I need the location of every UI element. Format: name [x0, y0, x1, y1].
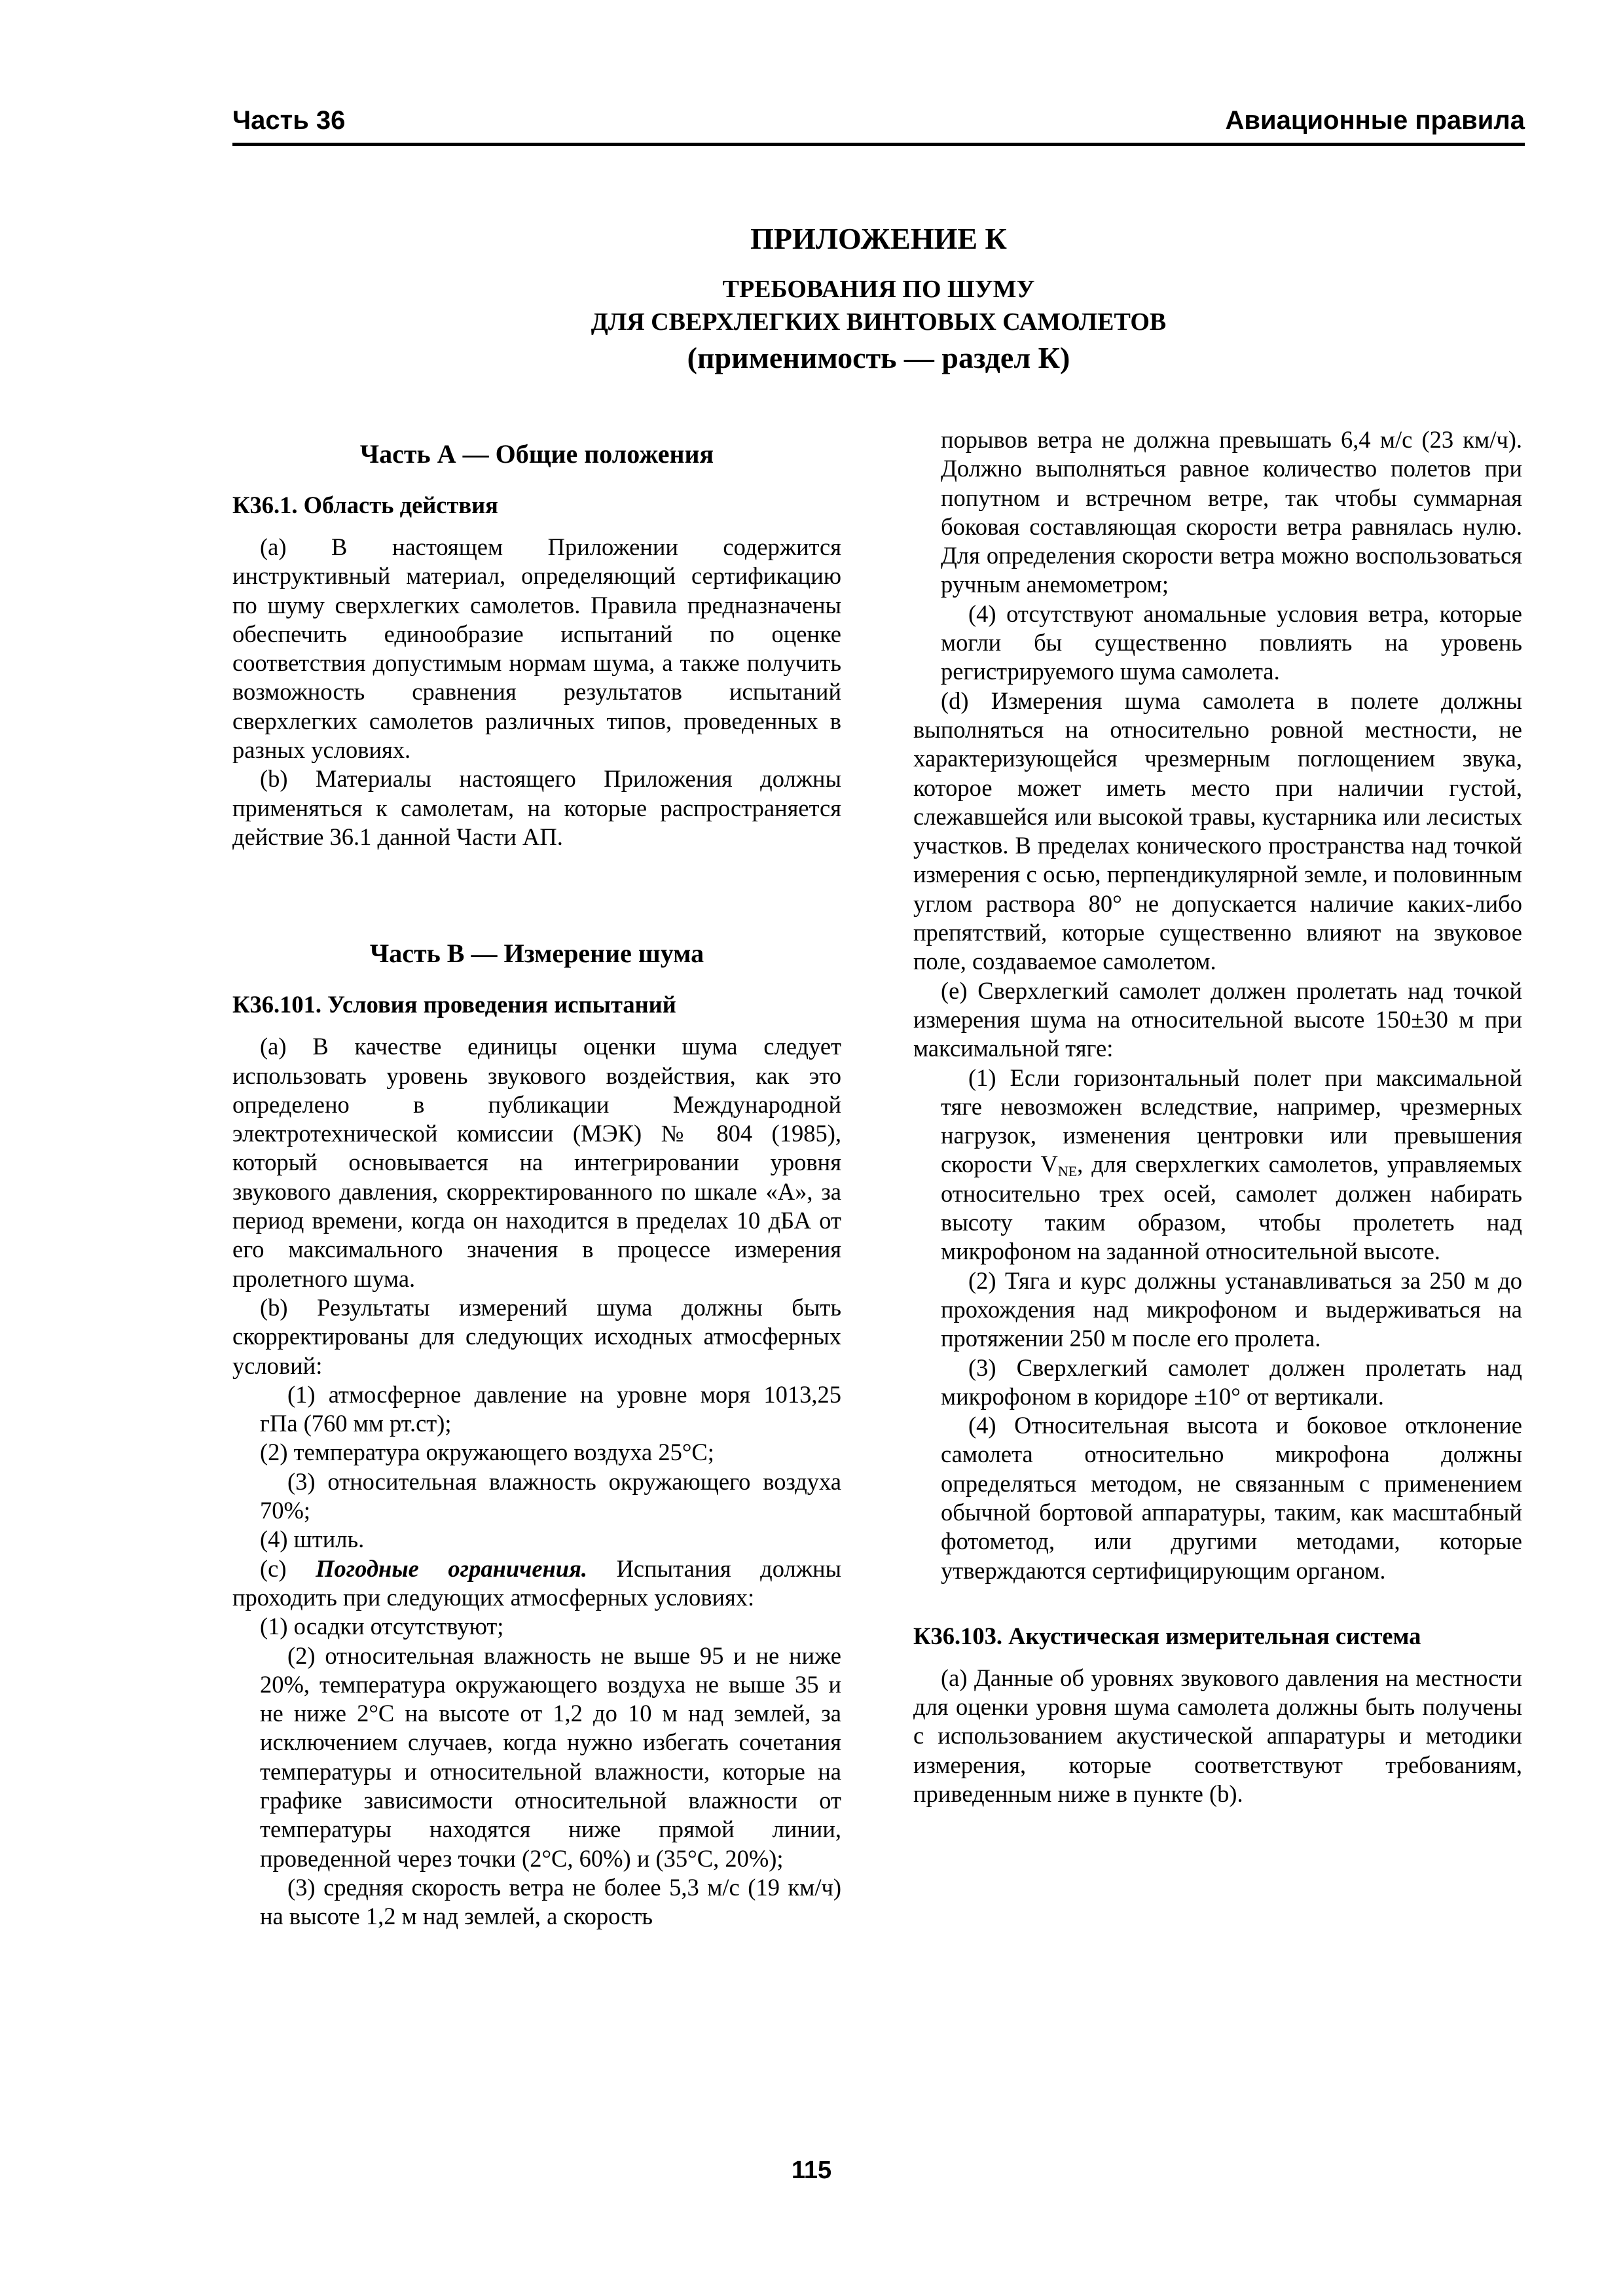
- k36-1-paragraph-b: (b) Материалы настоящего Приложения должны применяться к самолетам, на которые распространяется действие 36.1 данной Части АП.: [232, 765, 841, 850]
- header-part-label: Часть 36: [232, 106, 346, 135]
- weather-limits-label: Погодные ограничения.: [316, 1554, 588, 1582]
- part-a-heading: Часть А — Общие положения: [359, 439, 714, 469]
- part-b-heading: Часть В — Измерение шума: [369, 939, 704, 969]
- spacer: [232, 852, 841, 925]
- condition-b4: (4) штиль.: [260, 1526, 365, 1553]
- appendix-heading: ПРИЛОЖЕНИЕ К: [750, 222, 1007, 255]
- paragraph-c-text: Испытания должны проходить при следующих атмосферных условиях:: [232, 1554, 842, 1611]
- k36-1-paragraph-a: (a) В настоящем Приложении содержится инструктивный материал, определяющий сертификацию по шуму сверхлегких самолетов. Правила предназначены обеспечить единообразие испытаний по оценке соответствия допустимым нормам шума, а также получить возможность сравнения результатов испытаний сверхлегких самолетов различных типов, проведенных в разных условиях.: [232, 533, 841, 764]
- condition-c3: (3) средняя скорость ветра не более 5,3 м/с (19 км/ч) на высоте 1,2 м над землей, а скорость: [260, 1873, 841, 1930]
- condition-b1: (1) атмосферное давление на уровне моря 1013,25 гПа (760 мм рт.ст);: [260, 1380, 841, 1437]
- appendix-subtitle-2: ДЛЯ СВЕРХЛЕГКИХ ВИНТОВЫХ САМОЛЕТОВ: [591, 308, 1167, 336]
- k36-101-paragraph-b: (b) Результаты измерений шума должны быть скорректированы для следующих исходных атмосферных условий:: [232, 1293, 841, 1379]
- k36-103-heading: К36.103. Акустическая измерительная система: [913, 1622, 1421, 1649]
- appendix-title: [232, 219, 1525, 378]
- condition-c2: (2) относительная влажность не выше 95 и не ниже 20%, температура окружающего воздуха не выше 35 и не ниже 2°С на высоте от 1,2 до 10 м над землей, за исключением случаев, когда нужно избегать сочетания температуры и относительной влажности, которые на графике зависимости относительной влажности от температуры находятся ниже прямой линии, проведенной через точки (2°С, 60%) и (35°С, 20%);: [260, 1641, 841, 1872]
- right-column: [913, 425, 1522, 1808]
- k36-1-heading: К36.1. Область действия: [232, 492, 498, 518]
- k36-101-paragraph-c: [232, 1554, 841, 1613]
- spacer: [913, 1585, 1522, 1617]
- condition-e2: (2) Тяга и курс должны устанавливаться за 250 м до прохождения над микрофоном и выдерживаться на протяжении 250 м после его пролета.: [941, 1266, 1522, 1352]
- k36-101-paragraph-a: (a) В качестве единицы оценки шума следует использовать уровень звукового воздействия, как это определено в публикации Международной электротехнической комиссии (МЭК) № 804 (1985), который основывается на интегрировании уровня звукового давления, скорректированного по шкале «А», за период времени, когда он находится в пределах 10 дБА от его максимального значения в процессе измерения пролетного шума.: [232, 1033, 841, 1292]
- condition-c4: (4) отсутствуют аномальные условия ветра, которые могли бы существенно повлиять на уровень регистрируемого шума самолета.: [941, 600, 1522, 685]
- appendix-applicability: (применимость — раздел К): [687, 341, 1070, 374]
- condition-e4: (4) Относительная высота и боковое отклонение самолета относительно микрофона должны определяться методом, не связанным с применением обычной бортовой аппаратуры, таким, как масштабный фотометод, или другими методами, которые утверждаются сертифицирующим органом.: [941, 1412, 1522, 1584]
- page-header: [232, 103, 1525, 146]
- appendix-subtitle-1: ТРЕБОВАНИЯ ПО ШУМУ: [722, 276, 1035, 303]
- condition-e1-end: , для сверхлегких самолетов, управляемых относительно трех осей, самолет должен набирать высоту таким образом, чтобы пролететь над микрофоном на заданной относительной высоте.: [941, 1151, 1522, 1265]
- condition-e3: (3) Сверхлегкий самолет должен пролетать над микрофоном в коридоре ±10° от вертикали.: [941, 1354, 1522, 1410]
- k36-101-paragraph-e: (e) Сверхлегкий самолет должен пролетать над точкой измерения шума на относительной высоте 150±30 м при максимальной тяге:: [913, 977, 1522, 1062]
- condition-b3: (3) относительная влажность окружающего воздуха 70%;: [260, 1467, 841, 1524]
- condition-e1-start: (1) Если горизонтальный полет при максимальной тяге невозможен вследствие, например, чрезмерных нагрузок, изменения центровки или превышения скорости V: [941, 1064, 1522, 1178]
- left-column: [232, 425, 841, 1931]
- k36-101-heading: К36.101. Условия проведения испытаний: [232, 991, 676, 1018]
- condition-e1: [913, 1064, 1522, 1266]
- condition-b2: (2) температура окружающего воздуха 25°С;: [260, 1439, 714, 1466]
- k36-103-paragraph-a: (a) Данные об уровнях звукового давления на местности для оценки уровня шума самолета должны быть получены с использованием акустической аппаратуры и методики измерения, которые соответствуют требованиям, приведенным ниже в пункте (b).: [913, 1664, 1522, 1808]
- vne-subscript: NE: [1057, 1163, 1078, 1180]
- page-number: 115: [791, 2157, 832, 2184]
- condition-c1: (1) осадки отсутствуют;: [260, 1613, 504, 1640]
- condition-c3-continued: порывов ветра не должна превышать 6,4 м/с (23 км/ч). Должно выполняться равное количество полетов при попутном и встречном ветре, так чтобы суммарная боковая составляющая скорости ветра равнялась нулю. Для определения скорости ветра можно воспользоваться ручным анемометром;: [941, 426, 1522, 598]
- paragraph-c-prefix: (c): [260, 1554, 316, 1582]
- k36-101-paragraph-d: (d) Измерения шума самолета в полете должны выполняться на относительно ровной местности, не характеризующейся чрезмерным поглощением звука, которое может иметь место при наличии густой, слежавшейся или высокой травы, кустарника или лесистых участков. В пределах конического пространства над точкой измерения с осью, перпендикулярной земле, и половинным углом раствора 80° не допускается наличие каких-либо препятствий, которые существенно влияют на звуковое поле, создаваемое самолетом.: [913, 687, 1522, 975]
- header-rules-label: Авиационные правила: [1225, 106, 1525, 135]
